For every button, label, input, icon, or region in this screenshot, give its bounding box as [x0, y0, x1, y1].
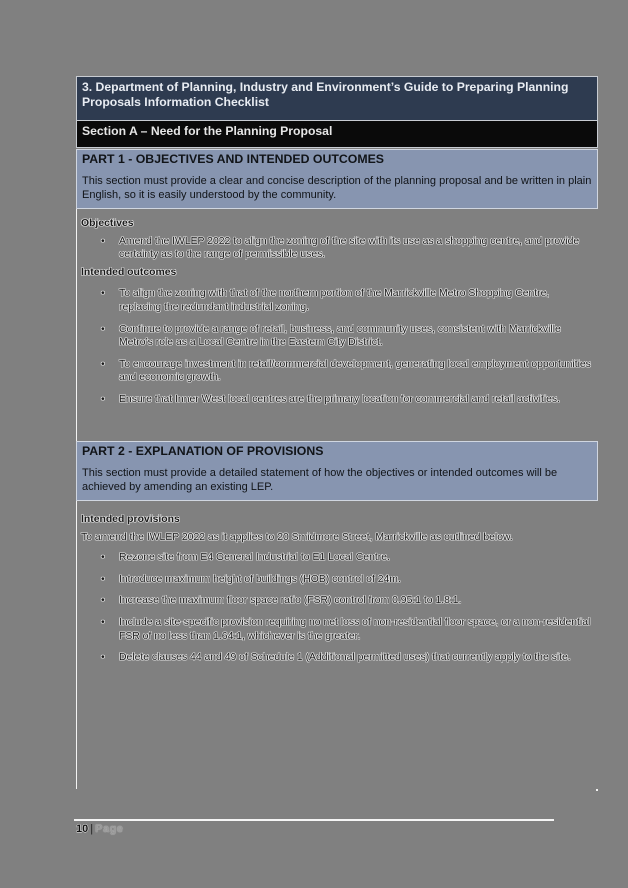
list-item: [81, 235, 593, 262]
checklist-title: [76, 76, 598, 121]
part2-content: [76, 501, 598, 789]
provision-text: Delete clauses 44 and 49 of Schedule 1 (Additional permitted uses) that currently apply to the site.: [119, 652, 571, 664]
list-item: [81, 616, 593, 643]
outcome-text: Continue to provide a range of retail, business, and community uses, consistent with Marrickville Metro’s role as a Local Centre in the Eastern City District.: [119, 323, 561, 349]
list-item: [81, 287, 593, 314]
part1-description: This section must provide a clear and concise description of the planning proposal and be written in plain English, so it is easily understood by the community.: [82, 175, 592, 201]
page-footer: [76, 823, 123, 836]
provision-text: Rezone site from E4 General Industrial to E1 Local Centre.: [119, 552, 390, 564]
provisions-list: [81, 551, 593, 665]
bullet-icon: •: [101, 235, 105, 247]
document-page: [76, 76, 598, 789]
provision-text: Introduce maximum height of buildings (HOB) control of 24m.: [119, 573, 401, 585]
list-item: [81, 573, 593, 587]
list-item: [81, 358, 593, 385]
provision-text: Include a site-specific provision requiring no net loss of non-residential floor space, or a non-residential FSR of no less than 1.64:1, whichever is the greater.: [119, 616, 591, 642]
part2-header: [76, 441, 598, 501]
list-item: [81, 323, 593, 350]
outcome-text: To encourage investment in retail/commercial development, generating local employment opportunities and economic growth.: [119, 358, 591, 384]
objectives-list: [81, 235, 593, 262]
table-corner-mark: [596, 789, 598, 791]
outcomes-list: [81, 287, 593, 406]
bullet-icon: •: [101, 616, 105, 628]
section-heading: [76, 121, 598, 148]
bullet-icon: •: [101, 573, 105, 585]
objective-text: Amend the IWLEP 2022 to align the zoning of the site with its use as a shopping centre, and provide certainty as to the range of permissible uses.: [119, 235, 580, 261]
section-heading-text: Section A – Need for the Planning Proposal: [82, 124, 333, 138]
list-item: [81, 551, 593, 565]
outcome-text: To align the zoning with that of the northern portion of the Marrickville Metro Shopping Centre, replacing the redundant industrial zoning.: [119, 288, 550, 313]
bullet-icon: •: [101, 652, 105, 664]
page-number: 10: [76, 823, 89, 835]
list-item: [81, 393, 593, 407]
list-item: [81, 651, 593, 665]
bullet-icon: •: [101, 358, 105, 370]
footer-separator: |: [90, 823, 94, 835]
bullet-icon: •: [101, 595, 105, 607]
outcomes-heading: Intended outcomes: [81, 266, 177, 278]
checklist-title-text: 3. Department of Planning, Industry and Environment’s Guide to Preparing Planning Proposals Information Checklist: [82, 80, 569, 109]
part2-title: PART 2 - EXPLANATION OF PROVISIONS: [82, 444, 324, 458]
list-item: [81, 594, 593, 608]
bullet-icon: •: [101, 323, 105, 335]
outcome-text: Ensure that Inner West local centres are the primary location for commercial and retail activities.: [119, 393, 561, 405]
bullet-icon: •: [101, 288, 105, 300]
provision-text: Increase the maximum floor space ratio (FSR) control from 0.95:1 to 1.8:1.: [119, 595, 462, 607]
bullet-icon: •: [101, 393, 105, 405]
bullet-icon: •: [101, 552, 105, 564]
part1-title: PART 1 - OBJECTIVES AND INTENDED OUTCOMES: [82, 152, 384, 166]
objectives-heading: Objectives: [81, 218, 134, 229]
page-label: Page: [95, 823, 124, 835]
provisions-heading: Intended provisions: [81, 514, 180, 525]
part2-description: This section must provide a detailed statement of how the objectives or intended outcomes will be achieved by amending an existing LEP.: [82, 467, 558, 493]
part1-content: [76, 209, 598, 441]
footer-divider: [74, 819, 554, 821]
part1-header: [76, 149, 598, 209]
provisions-intro: To amend the IWLEP 2022 as it applies to 20 Smidmore Street, Marrickville as outlined below.: [81, 531, 513, 543]
